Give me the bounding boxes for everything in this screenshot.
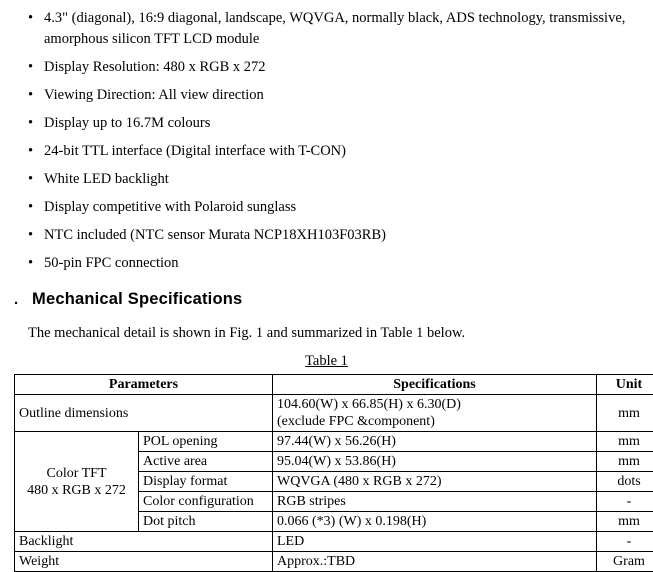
list-item: • Display up to 16.7M colours (14, 113, 639, 134)
list-item: • 4.3" (diagonal), 16:9 diagonal, landscape, WQVGA, normally black, ADS technology, transmissive, amorphous silicon TFT LCD module (14, 8, 639, 50)
group-label-line-1: Color TFT (19, 465, 134, 482)
group-label-line-2: 480 x RGB x 272 (19, 482, 134, 499)
specifications-table (14, 374, 653, 572)
cell-unit: mm (597, 452, 653, 472)
cell-unit: mm (597, 432, 653, 452)
column-header-unit: Unit (597, 375, 653, 395)
cell-unit: - (597, 532, 653, 552)
cell-parameter: Backlight (15, 532, 273, 552)
table-header-row (15, 375, 653, 395)
list-item: • Display competitive with Polaroid sunglass (14, 197, 639, 218)
intro-paragraph: The mechanical detail is shown in Fig. 1 and summarized in Table 1 below. (28, 323, 639, 343)
list-item: • NTC included (NTC sensor Murata NCP18XH103F03RB) (14, 225, 639, 246)
cell-specification: 97.44(W) x 56.26(H) (273, 432, 597, 452)
cell-unit: Gram (597, 552, 653, 572)
column-header-specifications: Specifications (273, 375, 597, 395)
cell-specification: LED (273, 532, 597, 552)
cell-specification: 0.066 (*3) (W) x 0.198(H) (273, 512, 597, 532)
section-heading (14, 290, 639, 309)
cell-sub-parameter: Display format (139, 472, 273, 492)
cell-specification: WQVGA (480 x RGB x 272) (273, 472, 597, 492)
feature-list (14, 8, 639, 274)
cell-sub-parameter: Dot pitch (139, 512, 273, 532)
list-item: • 24-bit TTL interface (Digital interface with T-CON) (14, 141, 639, 162)
list-item: • White LED backlight (14, 169, 639, 190)
cell-specification: Approx.:TBD (273, 552, 597, 572)
list-item: • Display Resolution: 480 x RGB x 272 (14, 57, 639, 78)
table-row (15, 432, 653, 452)
cell-specification: 95.04(W) x 53.86(H) (273, 452, 597, 472)
cell-unit: - (597, 492, 653, 512)
cell-unit: dots (597, 472, 653, 492)
list-item: • Viewing Direction: All view direction (14, 85, 639, 106)
table-row (15, 552, 653, 572)
cell-parameter: Weight (15, 552, 273, 572)
cell-sub-parameter: Color configuration (139, 492, 273, 512)
spec-line-1: 104.60(W) x 66.85(H) x 6.30(D) (277, 396, 592, 413)
cell-specification (273, 395, 597, 432)
cell-sub-parameter: POL opening (139, 432, 273, 452)
cell-sub-parameter: Active area (139, 452, 273, 472)
cell-unit: mm (597, 512, 653, 532)
cell-group-label (15, 432, 139, 532)
table-row (15, 395, 653, 432)
cell-parameter: Outline dimensions (15, 395, 273, 432)
cell-specification: RGB stripes (273, 492, 597, 512)
column-header-parameters: Parameters (15, 375, 273, 395)
cell-unit: mm (597, 395, 653, 432)
table-caption: Table 1 (14, 353, 639, 370)
list-item: • 50-pin FPC connection (14, 253, 639, 274)
table-row (15, 532, 653, 552)
spec-line-2: (exclude FPC &component) (277, 413, 592, 430)
section-number: . (14, 291, 32, 308)
page-title: Mechanical Specifications (32, 290, 242, 309)
